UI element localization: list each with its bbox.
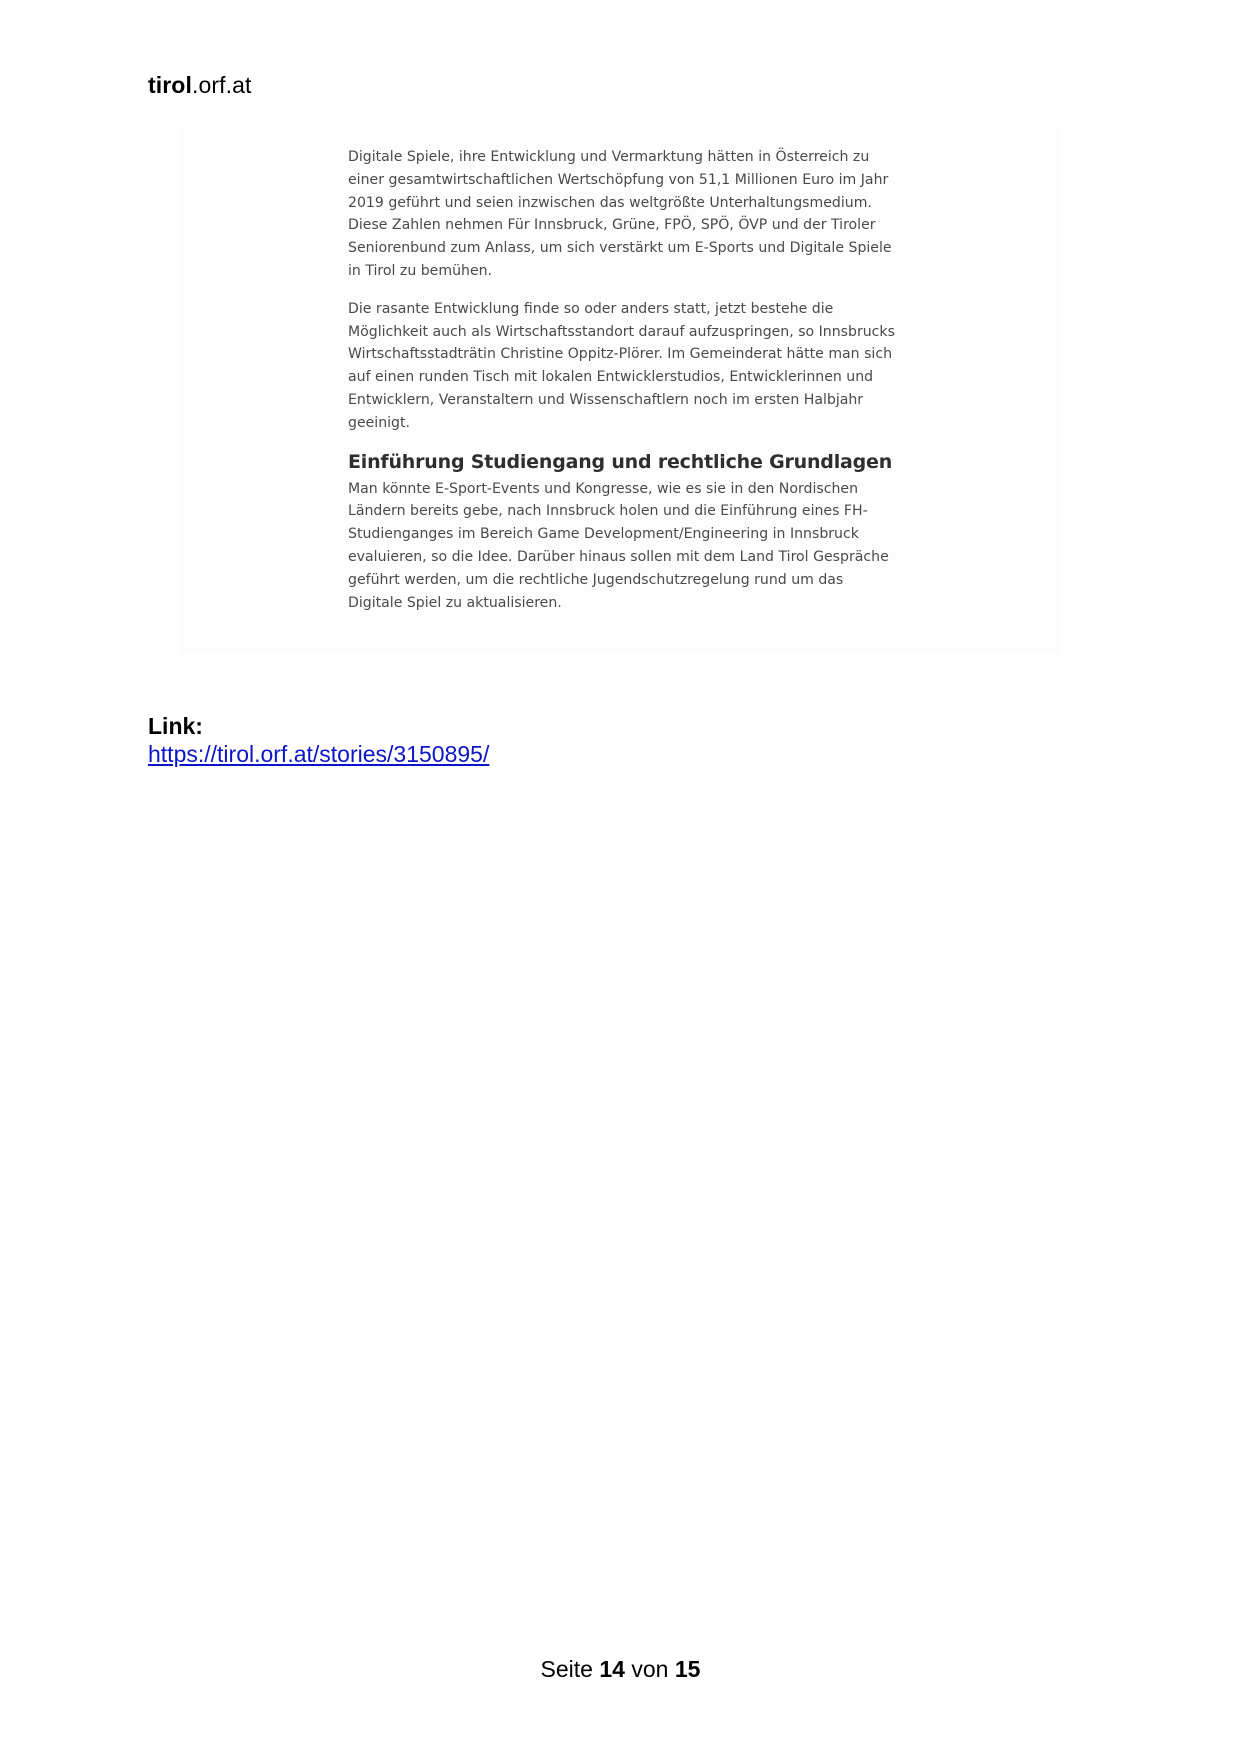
article-subheading: Einführung Studiengang und rechtliche Grundlagen — [348, 450, 893, 473]
page-number-current: 14 — [599, 1656, 625, 1682]
source-header — [148, 72, 251, 99]
source-url-link[interactable]: https://tirol.orf.at/stories/3150895/ — [148, 741, 490, 767]
article-paragraph-3: Man könnte E-Sport-Events und Kongresse, wie es sie in den Nordischen Ländern bereits gebe, nach Innsbruck holen und die Einführung eines FH-Studienganges im Bereich Game Development/Engineering in Innsbruck evaluieren, so die Idee. Darüber hinaus sollen mit dem Land Tirol Gespräche geführt werden, um die rechtliche Jugendschutzregelung rund um das Digitale Spiel zu aktualisieren. — [348, 480, 889, 611]
page-number-total: 15 — [674, 1656, 701, 1682]
link-block — [148, 712, 489, 768]
article-clipping — [180, 128, 1060, 654]
article-paragraph-2: Die rasante Entwicklung finde so oder anders statt, jetzt bestehe die Möglichkeit auch als Wirtschaftsstandort darauf aufzuspringen, so Innsbrucks Wirtschaftsstadträtin Christine Oppitz-Plörer. Im Gemeinderat hätte man sich auf einen runden Tisch mit lokalen Entwicklerstudios, Entwicklerinnen und Entwicklern, Veranstaltern und Wissenschaftlern noch im ersten Halbjahr geeinigt. — [348, 300, 895, 431]
source-name-bold: tirol — [148, 72, 192, 98]
article-body — [348, 146, 896, 629]
page-number-prefix: Seite — [540, 1656, 593, 1682]
page-number-middle: von — [631, 1656, 669, 1682]
link-label: Link: — [148, 713, 203, 739]
page-number — [0, 1656, 1241, 1683]
source-name-domain: .orf.at — [191, 72, 252, 98]
article-paragraph-1: Digitale Spiele, ihre Entwicklung und Vermarktung hätten in Österreich zu einer gesamtwirtschaftlichen Wertschöpfung von 51,1 Millionen Euro im Jahr 2019 geführt und seien inzwischen das weltgrößte Unterhaltungsmedium. Diese Zahlen nehmen Für Innsbruck, Grüne, FPÖ, SPÖ, ÖVP und der Tiroler Seniorenbund zum Anlass, um sich verstärkt um E-Sports und Digitale Spiele in Tirol zu bemühen. — [348, 149, 892, 279]
